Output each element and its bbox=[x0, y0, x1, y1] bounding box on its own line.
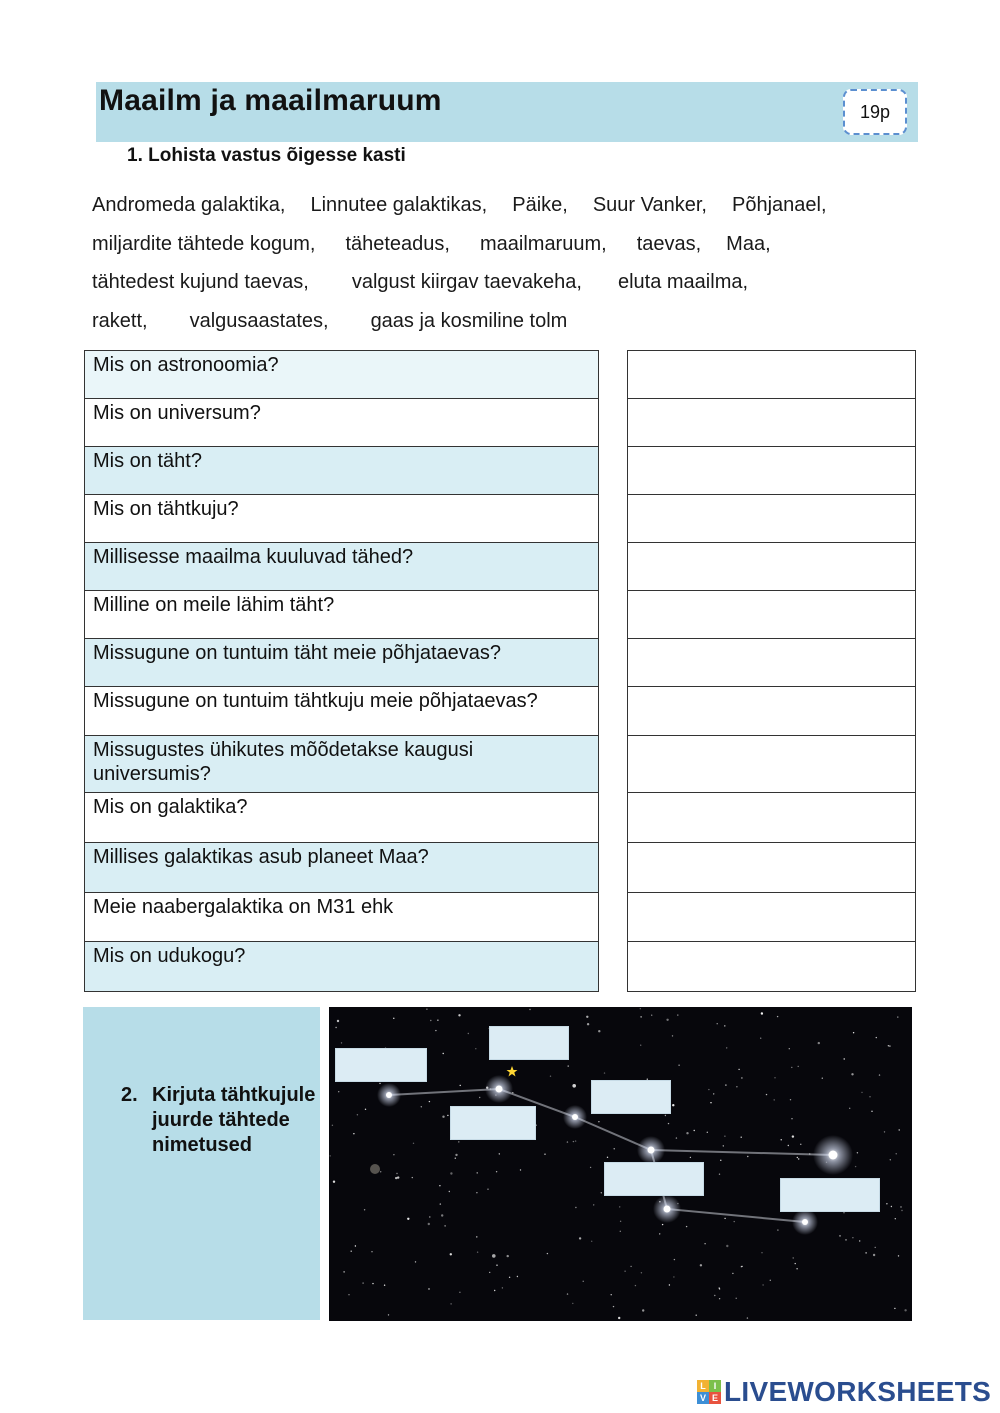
background-star bbox=[494, 1290, 495, 1291]
background-star bbox=[686, 1226, 687, 1227]
background-star bbox=[364, 1209, 365, 1210]
background-star bbox=[338, 1091, 339, 1092]
background-star bbox=[330, 1155, 331, 1156]
background-star bbox=[640, 1008, 641, 1009]
background-star bbox=[573, 1141, 574, 1142]
background-star bbox=[567, 1293, 568, 1294]
background-star bbox=[642, 1309, 644, 1311]
background-star bbox=[736, 1086, 737, 1087]
star-name-drop-box[interactable] bbox=[780, 1178, 880, 1212]
word-option[interactable]: Andromeda galaktika, bbox=[92, 194, 286, 216]
background-star bbox=[876, 1037, 877, 1038]
background-star bbox=[372, 1283, 373, 1284]
background-star bbox=[879, 1074, 880, 1075]
background-star bbox=[792, 1135, 794, 1137]
background-star bbox=[891, 1206, 892, 1207]
background-star bbox=[894, 1308, 895, 1309]
background-star bbox=[717, 1023, 718, 1024]
background-star bbox=[384, 1285, 385, 1286]
background-star bbox=[844, 1058, 845, 1059]
background-star bbox=[590, 1167, 591, 1168]
background-star bbox=[502, 1287, 503, 1288]
background-star bbox=[442, 1116, 444, 1118]
logo-letter: L bbox=[697, 1380, 709, 1392]
word-bank-line bbox=[92, 186, 912, 225]
answer-drop-cell[interactable] bbox=[628, 843, 916, 893]
background-star bbox=[898, 1255, 899, 1256]
background-star bbox=[707, 1132, 708, 1133]
background-star bbox=[672, 1104, 674, 1106]
background-star bbox=[857, 1152, 858, 1153]
logo-letter: I bbox=[709, 1380, 721, 1392]
background-star bbox=[741, 1266, 742, 1267]
background-star bbox=[889, 1045, 890, 1046]
background-star bbox=[719, 1174, 720, 1175]
constellation-image bbox=[329, 1007, 912, 1321]
background-star bbox=[795, 1263, 796, 1264]
background-star bbox=[586, 1016, 588, 1018]
background-star bbox=[568, 1065, 569, 1066]
task2-text: Kirjuta tähtkujule juurde tähtede nimetused bbox=[152, 1084, 316, 1156]
word-option[interactable]: maailmaruum, bbox=[479, 232, 607, 255]
question-cell: Mis on udukogu? bbox=[85, 942, 599, 992]
background-star bbox=[886, 1203, 887, 1204]
background-star bbox=[598, 1030, 600, 1032]
answer-table bbox=[627, 350, 916, 992]
background-star bbox=[865, 1252, 866, 1253]
background-star bbox=[611, 1294, 612, 1295]
background-star bbox=[720, 1160, 721, 1161]
question-cell: Mis on galaktika? bbox=[85, 793, 599, 843]
points-badge: 19p bbox=[843, 89, 907, 135]
background-star bbox=[741, 1137, 742, 1138]
background-star bbox=[760, 1038, 761, 1039]
word-option[interactable]: valgusaastates, bbox=[189, 309, 329, 332]
background-star bbox=[672, 1035, 673, 1036]
background-star bbox=[601, 1192, 602, 1193]
background-star bbox=[544, 1154, 545, 1155]
background-star bbox=[796, 1268, 797, 1269]
answer-drop-cell[interactable] bbox=[628, 351, 916, 399]
star-name-drop-box[interactable] bbox=[450, 1106, 536, 1140]
background-star bbox=[694, 1130, 695, 1131]
answer-drop-cell[interactable] bbox=[628, 639, 916, 687]
background-star bbox=[567, 1141, 568, 1142]
answer-drop-cell[interactable] bbox=[628, 942, 916, 992]
question-cell: Missugune on tuntuim tähtkuju meie põhjataevas? bbox=[85, 687, 599, 736]
task2-number: 2. bbox=[121, 1084, 138, 1106]
answer-drop-cell[interactable] bbox=[628, 447, 916, 495]
background-star bbox=[686, 1132, 688, 1134]
background-star bbox=[640, 1016, 641, 1017]
background-star bbox=[371, 1251, 372, 1252]
background-star bbox=[713, 1093, 714, 1094]
background-star bbox=[798, 1158, 799, 1159]
background-star bbox=[444, 1225, 445, 1226]
background-star bbox=[624, 1271, 625, 1272]
background-star bbox=[413, 1143, 414, 1144]
background-star bbox=[429, 1101, 430, 1102]
background-star bbox=[415, 1261, 416, 1262]
background-star bbox=[725, 1084, 726, 1085]
background-star bbox=[341, 1042, 342, 1043]
word-option[interactable]: Suur Vanker, bbox=[592, 194, 707, 216]
background-star bbox=[450, 1253, 452, 1255]
question-cell: Mis on universum? bbox=[85, 399, 599, 447]
background-star bbox=[428, 1288, 429, 1289]
background-star bbox=[747, 1156, 748, 1157]
background-star bbox=[791, 1067, 792, 1068]
background-star bbox=[869, 1096, 870, 1097]
background-star bbox=[509, 1277, 510, 1278]
background-star bbox=[630, 1266, 631, 1267]
background-star bbox=[380, 1171, 381, 1172]
background-star bbox=[890, 1159, 891, 1160]
background-star bbox=[396, 1173, 397, 1174]
background-star bbox=[726, 1047, 727, 1048]
background-star bbox=[593, 1204, 594, 1205]
background-star bbox=[421, 1106, 422, 1107]
background-star bbox=[575, 1207, 576, 1208]
background-star bbox=[475, 1048, 476, 1049]
background-star bbox=[614, 1148, 615, 1149]
background-star bbox=[861, 1092, 862, 1093]
background-star bbox=[499, 1153, 500, 1154]
background-star bbox=[774, 1099, 775, 1100]
background-star bbox=[430, 1020, 431, 1021]
logo-letter: V bbox=[697, 1392, 709, 1404]
background-star bbox=[489, 1272, 490, 1273]
word-option[interactable]: gaas ja kosmiline tolm bbox=[370, 309, 568, 332]
question-cell: Missugune on tuntuim täht meie põhjataevas? bbox=[85, 639, 599, 687]
background-star bbox=[355, 1245, 356, 1246]
background-star bbox=[447, 1115, 448, 1116]
background-star bbox=[388, 1314, 389, 1315]
background-star bbox=[477, 1172, 478, 1173]
background-star bbox=[587, 1023, 589, 1025]
background-star bbox=[901, 1210, 902, 1211]
question-cell: Missugustes ühikutes mõõdetakse kaugusi universumis? bbox=[85, 736, 599, 793]
background-star bbox=[613, 1306, 614, 1307]
background-star bbox=[365, 1109, 366, 1110]
background-star bbox=[704, 1243, 705, 1244]
background-star bbox=[674, 1259, 675, 1260]
background-star bbox=[635, 1285, 636, 1286]
background-star bbox=[855, 1166, 856, 1167]
background-star bbox=[439, 1185, 440, 1186]
background-star bbox=[762, 1284, 763, 1285]
page-title: Maailm ja maailmaruum bbox=[99, 84, 442, 117]
background-star bbox=[678, 1065, 679, 1066]
background-star bbox=[774, 1077, 775, 1078]
background-star bbox=[459, 1292, 460, 1293]
background-star bbox=[871, 1111, 872, 1112]
background-star bbox=[788, 1145, 789, 1146]
background-star bbox=[797, 1157, 798, 1158]
background-star bbox=[476, 1192, 477, 1193]
word-option[interactable]: Linnutee galaktikas, bbox=[310, 194, 488, 216]
background-star bbox=[441, 1214, 443, 1216]
background-star bbox=[777, 1229, 778, 1230]
background-star bbox=[800, 1144, 801, 1145]
background-star bbox=[492, 1254, 496, 1258]
background-star bbox=[507, 1255, 509, 1257]
background-star bbox=[379, 1083, 380, 1084]
background-star bbox=[852, 1237, 853, 1238]
background-star bbox=[477, 1252, 478, 1253]
background-star bbox=[724, 1218, 725, 1219]
question-cell: Millises galaktikas asub planeet Maa? bbox=[85, 843, 599, 893]
word-option[interactable]: valgust kiirgav taevakeha, bbox=[351, 271, 582, 293]
background-star bbox=[598, 1121, 599, 1122]
background-star bbox=[450, 1303, 451, 1304]
question-cell: Mis on astronoomia? bbox=[85, 351, 599, 399]
answer-drop-cell[interactable] bbox=[628, 687, 916, 736]
background-star bbox=[732, 1273, 733, 1274]
background-star bbox=[851, 1073, 853, 1075]
star-name-drop-box[interactable] bbox=[489, 1026, 569, 1060]
answer-drop-cell[interactable] bbox=[628, 736, 916, 793]
background-star bbox=[747, 1317, 748, 1318]
question-cell: Meie naabergalaktika on M31 ehk bbox=[85, 893, 599, 942]
background-star bbox=[777, 1016, 778, 1017]
background-star bbox=[665, 1115, 666, 1116]
word-option[interactable]: Päike, bbox=[512, 194, 568, 216]
question-table bbox=[84, 350, 599, 992]
background-star bbox=[351, 1251, 352, 1252]
background-star bbox=[734, 1221, 735, 1222]
background-star bbox=[479, 1097, 480, 1098]
background-star bbox=[845, 1239, 846, 1240]
background-star bbox=[724, 1136, 725, 1137]
answer-drop-cell[interactable] bbox=[628, 543, 916, 591]
background-star bbox=[719, 1288, 720, 1289]
background-star bbox=[696, 1315, 697, 1316]
background-star bbox=[669, 1284, 670, 1285]
background-star bbox=[724, 1025, 725, 1026]
background-star bbox=[591, 1241, 592, 1242]
background-star bbox=[604, 1072, 605, 1073]
background-star bbox=[496, 1265, 497, 1266]
word-bank-line bbox=[92, 302, 912, 341]
background-star bbox=[337, 1020, 339, 1022]
background-star bbox=[579, 1237, 581, 1239]
background-star bbox=[353, 1133, 354, 1134]
background-star bbox=[859, 1240, 860, 1241]
background-star bbox=[875, 1247, 876, 1248]
background-star bbox=[440, 1203, 441, 1204]
background-star bbox=[572, 1303, 573, 1304]
background-star bbox=[849, 1108, 850, 1109]
background-star bbox=[818, 1042, 820, 1044]
background-star bbox=[641, 1272, 642, 1273]
word-option[interactable]: eluta maailma, bbox=[617, 271, 749, 293]
background-star bbox=[393, 1018, 394, 1019]
question-cell: Milline on meile lähim täht? bbox=[85, 591, 599, 639]
background-star bbox=[455, 1154, 457, 1156]
background-star bbox=[904, 1309, 906, 1311]
background-star bbox=[640, 1045, 641, 1046]
background-star bbox=[397, 1176, 399, 1178]
background-star bbox=[700, 1264, 702, 1266]
background-star bbox=[723, 1145, 724, 1146]
background-star bbox=[572, 1084, 576, 1088]
background-star bbox=[741, 1077, 742, 1078]
background-star bbox=[673, 1276, 674, 1277]
background-star bbox=[897, 1016, 898, 1017]
background-star bbox=[435, 1030, 436, 1031]
background-star bbox=[460, 1085, 461, 1086]
background-star bbox=[407, 1218, 409, 1220]
background-star bbox=[676, 1137, 677, 1138]
background-star bbox=[529, 1009, 530, 1010]
background-star bbox=[677, 1014, 678, 1015]
background-star bbox=[668, 1123, 669, 1124]
background-star bbox=[619, 1206, 620, 1207]
logo-letter: E bbox=[709, 1392, 721, 1404]
background-star bbox=[900, 1206, 901, 1207]
background-star bbox=[468, 1033, 469, 1034]
background-star bbox=[761, 1252, 762, 1253]
background-star bbox=[620, 1221, 621, 1222]
word-option[interactable]: tähtedest kujund taevas, bbox=[92, 271, 309, 293]
background-star bbox=[822, 1078, 823, 1079]
background-star bbox=[761, 1012, 763, 1014]
background-star bbox=[550, 1076, 551, 1077]
background-star bbox=[620, 1231, 621, 1232]
logo-text: LIVEWORKSHEETS bbox=[724, 1376, 992, 1407]
background-star bbox=[333, 1181, 335, 1183]
answer-drop-cell[interactable] bbox=[628, 893, 916, 942]
word-option[interactable]: taevas, bbox=[636, 232, 702, 255]
background-star bbox=[690, 1157, 691, 1158]
background-star bbox=[736, 1298, 737, 1299]
background-star bbox=[781, 1139, 782, 1140]
background-star bbox=[487, 1189, 488, 1190]
background-star bbox=[666, 1019, 668, 1021]
answer-drop-cell[interactable] bbox=[628, 495, 916, 543]
background-star bbox=[793, 1257, 794, 1258]
background-star bbox=[395, 1177, 397, 1179]
background-star bbox=[455, 1158, 456, 1159]
task2-panel bbox=[83, 1007, 320, 1320]
word-bank-line bbox=[92, 263, 912, 302]
background-star bbox=[496, 1171, 497, 1172]
word-option[interactable]: rakett, bbox=[92, 309, 148, 332]
background-star bbox=[437, 1020, 438, 1021]
background-star bbox=[789, 1048, 790, 1049]
background-star bbox=[662, 1224, 663, 1225]
background-star bbox=[839, 1235, 840, 1236]
background-star bbox=[726, 1245, 728, 1247]
answer-drop-cell[interactable] bbox=[628, 793, 916, 843]
background-star bbox=[888, 1045, 889, 1046]
background-star bbox=[476, 1236, 477, 1237]
star-name-drop-box[interactable] bbox=[604, 1162, 704, 1196]
background-star bbox=[583, 1281, 584, 1282]
background-star bbox=[362, 1282, 363, 1283]
background-star bbox=[443, 1053, 444, 1054]
answer-drop-cell[interactable] bbox=[628, 591, 916, 639]
background-star bbox=[738, 1069, 739, 1070]
star-name-drop-box[interactable] bbox=[335, 1048, 427, 1082]
background-star bbox=[896, 1153, 897, 1154]
word-option[interactable]: täheteadus, bbox=[345, 232, 450, 255]
background-star bbox=[708, 1089, 709, 1090]
background-star bbox=[393, 1154, 394, 1155]
task1-instruction: 1. Lohista vastus õigesse kasti bbox=[127, 145, 406, 166]
word-option[interactable]: Maa, bbox=[726, 232, 771, 255]
background-star bbox=[853, 1032, 854, 1033]
background-star bbox=[770, 1280, 771, 1281]
background-star bbox=[520, 1169, 521, 1170]
background-star bbox=[343, 1271, 344, 1272]
word-option[interactable]: miljardite tähtede kogum, bbox=[92, 232, 316, 255]
background-star bbox=[348, 1294, 349, 1295]
logo-mark-icon bbox=[697, 1380, 721, 1404]
background-star bbox=[458, 1014, 460, 1016]
liveworksheets-logo[interactable] bbox=[697, 1377, 991, 1407]
word-bank bbox=[92, 186, 912, 340]
star-name-drop-box[interactable] bbox=[591, 1080, 671, 1114]
background-star bbox=[710, 1102, 711, 1103]
background-star bbox=[651, 1015, 652, 1016]
background-star bbox=[659, 1233, 660, 1234]
background-star bbox=[450, 1172, 452, 1174]
background-star bbox=[335, 1027, 336, 1028]
background-star bbox=[719, 1298, 720, 1299]
background-star bbox=[332, 1125, 333, 1126]
background-star bbox=[791, 1118, 792, 1119]
background-star bbox=[714, 1295, 715, 1296]
background-star bbox=[843, 1212, 844, 1213]
background-star bbox=[458, 1141, 459, 1142]
word-bank-line bbox=[92, 225, 912, 264]
question-cell: Mis on täht? bbox=[85, 447, 599, 495]
background-star bbox=[899, 1129, 900, 1130]
background-star bbox=[426, 1009, 427, 1010]
background-star bbox=[449, 1191, 450, 1192]
background-star bbox=[798, 1066, 799, 1067]
background-star bbox=[618, 1317, 620, 1319]
background-star bbox=[412, 1177, 413, 1178]
background-star bbox=[895, 1218, 896, 1219]
answer-drop-cell[interactable] bbox=[628, 399, 916, 447]
question-cell: Mis on tähtkuju? bbox=[85, 495, 599, 543]
background-star bbox=[790, 1099, 791, 1100]
background-star bbox=[429, 1216, 430, 1217]
word-option[interactable]: Põhjanael, bbox=[731, 194, 827, 216]
background-star bbox=[607, 1157, 608, 1158]
background-star bbox=[357, 1114, 358, 1115]
background-star bbox=[517, 1276, 518, 1277]
background-star bbox=[873, 1254, 875, 1256]
background-star bbox=[884, 1131, 885, 1132]
background-star bbox=[575, 1140, 576, 1141]
background-star bbox=[766, 1094, 767, 1095]
background-star bbox=[428, 1223, 430, 1225]
background-star bbox=[547, 1253, 548, 1254]
question-cell: Millisesse maailma kuuluvad tähed? bbox=[85, 543, 599, 591]
